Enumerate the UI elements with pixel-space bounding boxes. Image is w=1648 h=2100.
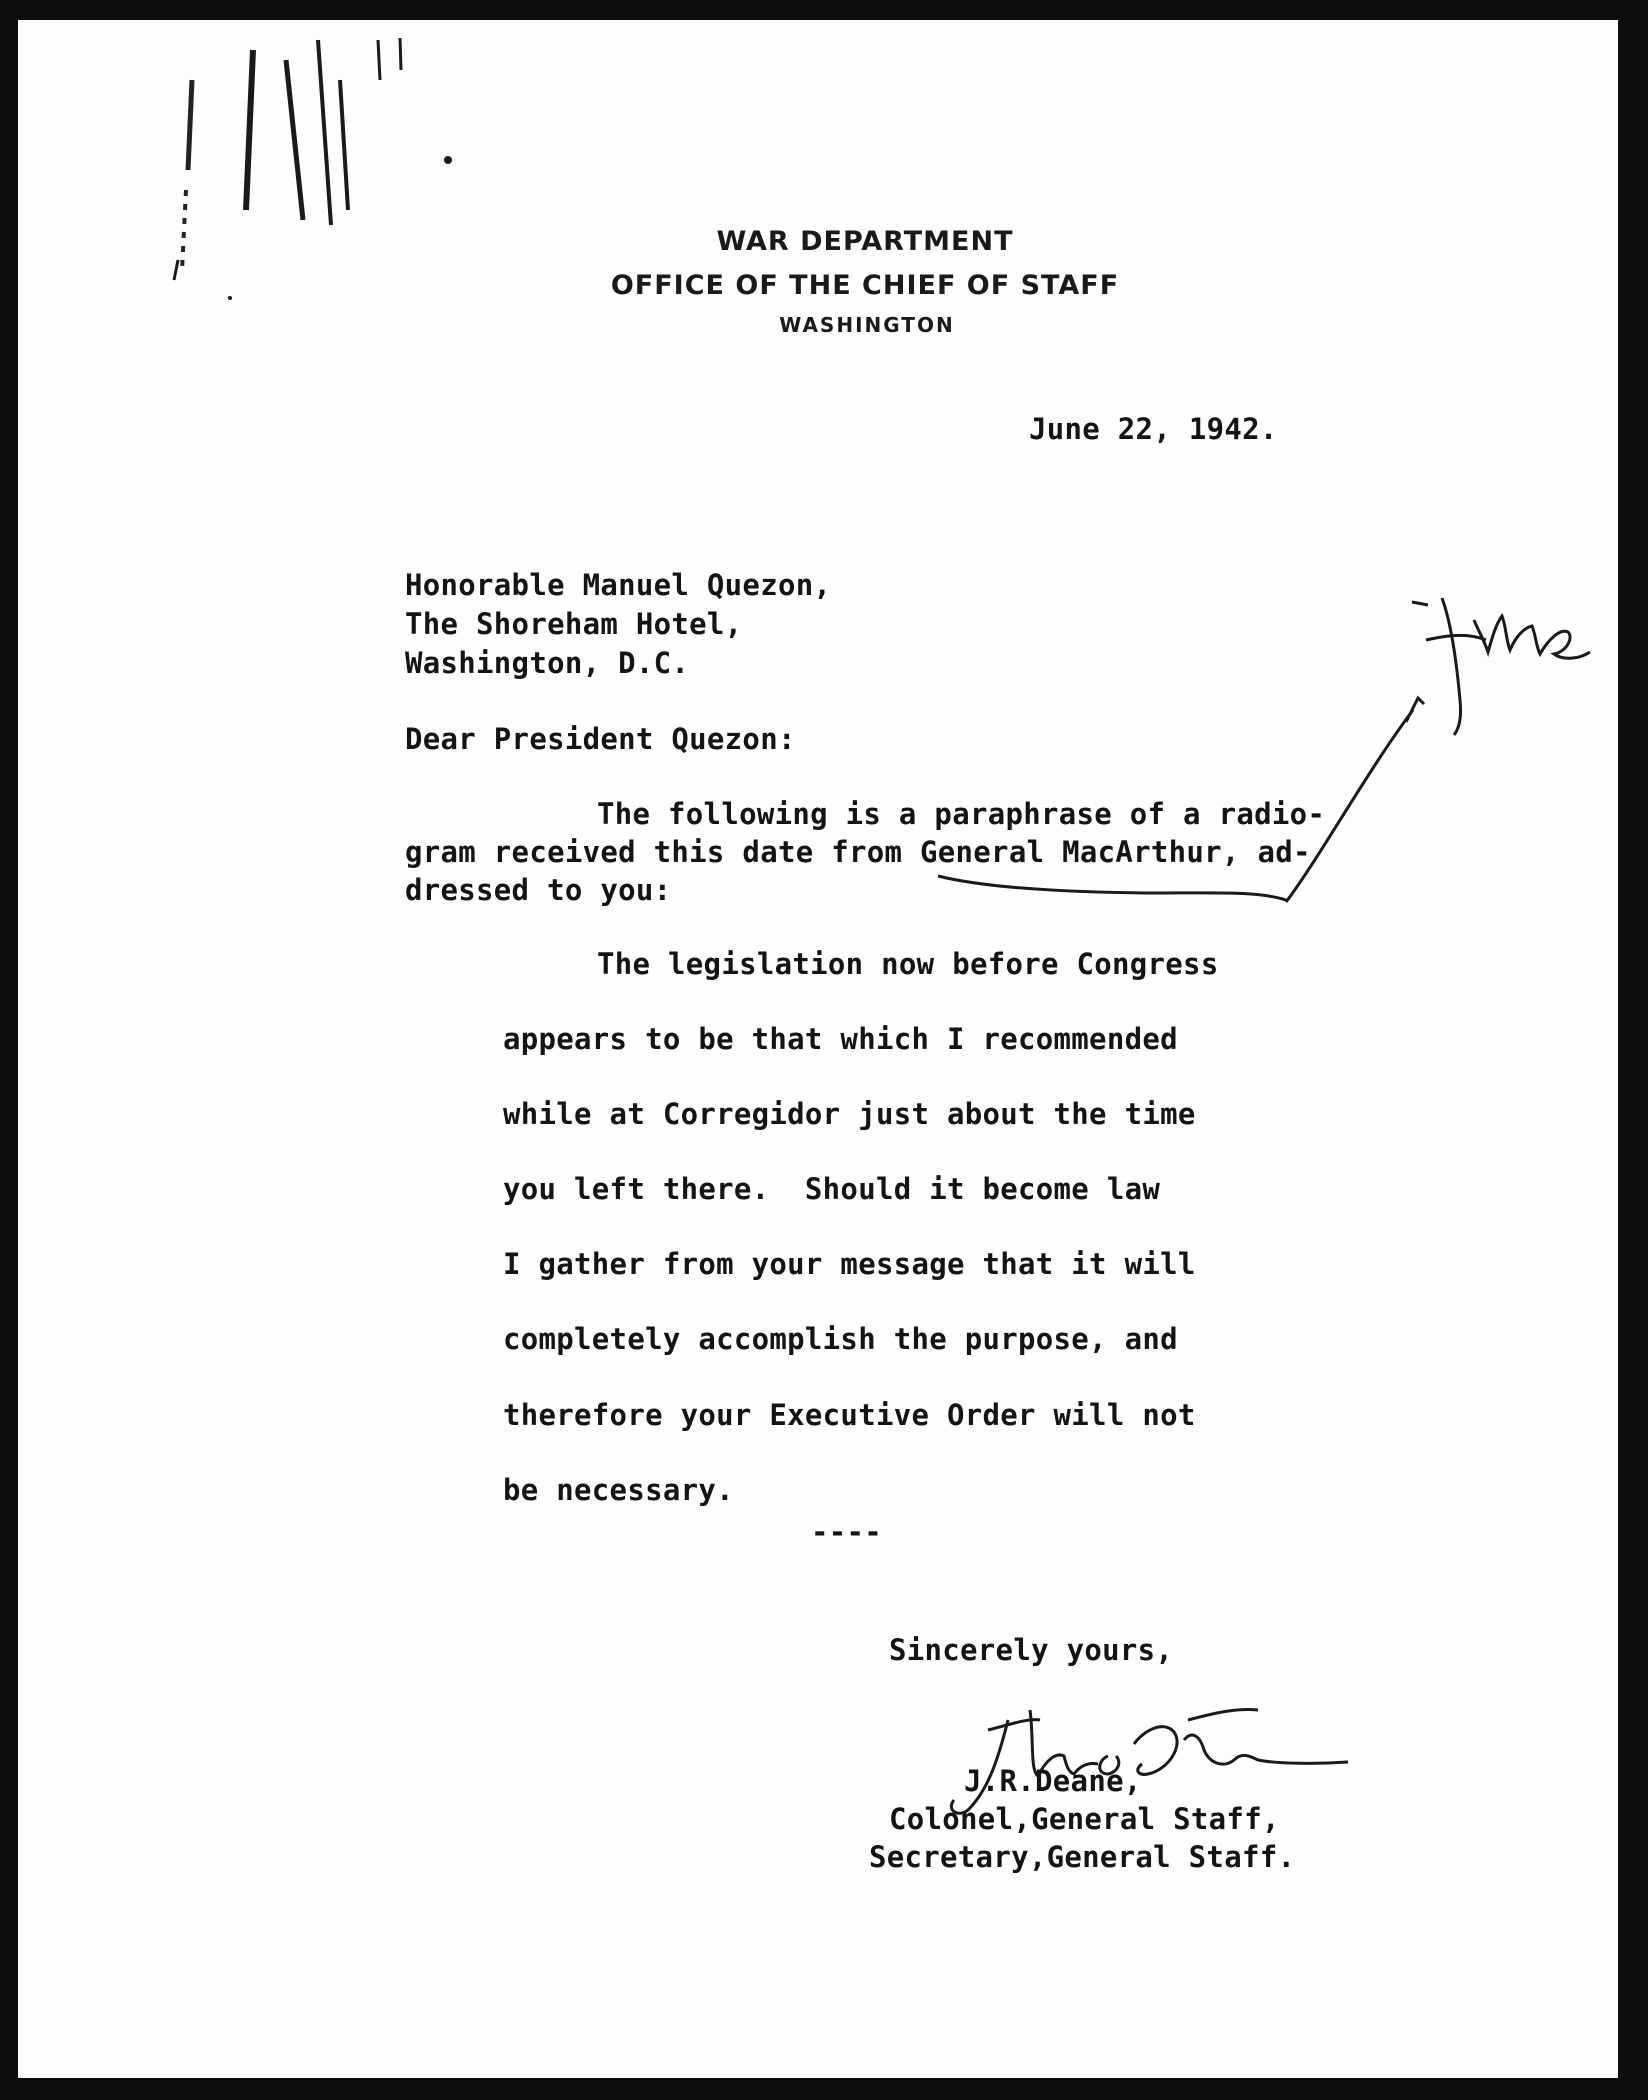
intro-line-2: gram received this date from General MacArthur, ad- <box>405 835 1311 869</box>
letter-date: June 22, 1942. <box>1029 412 1278 446</box>
letterhead-department: WAR DEPARTMENT <box>716 226 1014 257</box>
message-line-7: therefore your Executive Order will not <box>503 1398 1196 1432</box>
message-line-5: I gather from your message that it will <box>503 1247 1196 1281</box>
address-line-2: The Shoreham Hotel, <box>405 607 743 641</box>
handwritten-underline <box>918 580 1558 940</box>
signer-title-2: Secretary,General Staff. <box>869 1840 1296 1874</box>
letter-page <box>18 20 1626 2078</box>
letterhead-office: OFFICE OF THE CHIEF OF STAFF <box>610 270 1120 301</box>
message-line-4: you left there. Should it become law <box>503 1172 1161 1206</box>
message-line-3: while at Corregidor just about the time <box>503 1097 1196 1131</box>
salutation: Dear President Quezon: <box>405 722 796 756</box>
address-line-3: Washington, D.C. <box>405 646 690 680</box>
message-line-6: completely accomplish the purpose, and <box>503 1322 1178 1356</box>
intro-line-1: The following is a paraphrase of a radio- <box>597 797 1326 831</box>
closing: Sincerely yours, <box>889 1633 1174 1667</box>
file-annotation <box>1398 580 1598 750</box>
address-line-1: Honorable Manuel Quezon, <box>405 568 832 602</box>
signer-title-1: Colonel,General Staff, <box>889 1802 1280 1836</box>
signer-name: J.R.Deane, <box>964 1764 1142 1798</box>
message-line-8: be necessary. <box>503 1473 734 1507</box>
intro-line-3: dressed to you: <box>405 873 672 907</box>
message-line-2: appears to be that which I recommended <box>503 1022 1178 1056</box>
letterhead-city: WASHINGTON <box>779 313 955 337</box>
message-end-mark: ---- <box>811 1515 883 1549</box>
message-line-1: The legislation now before Congress <box>597 947 1219 981</box>
